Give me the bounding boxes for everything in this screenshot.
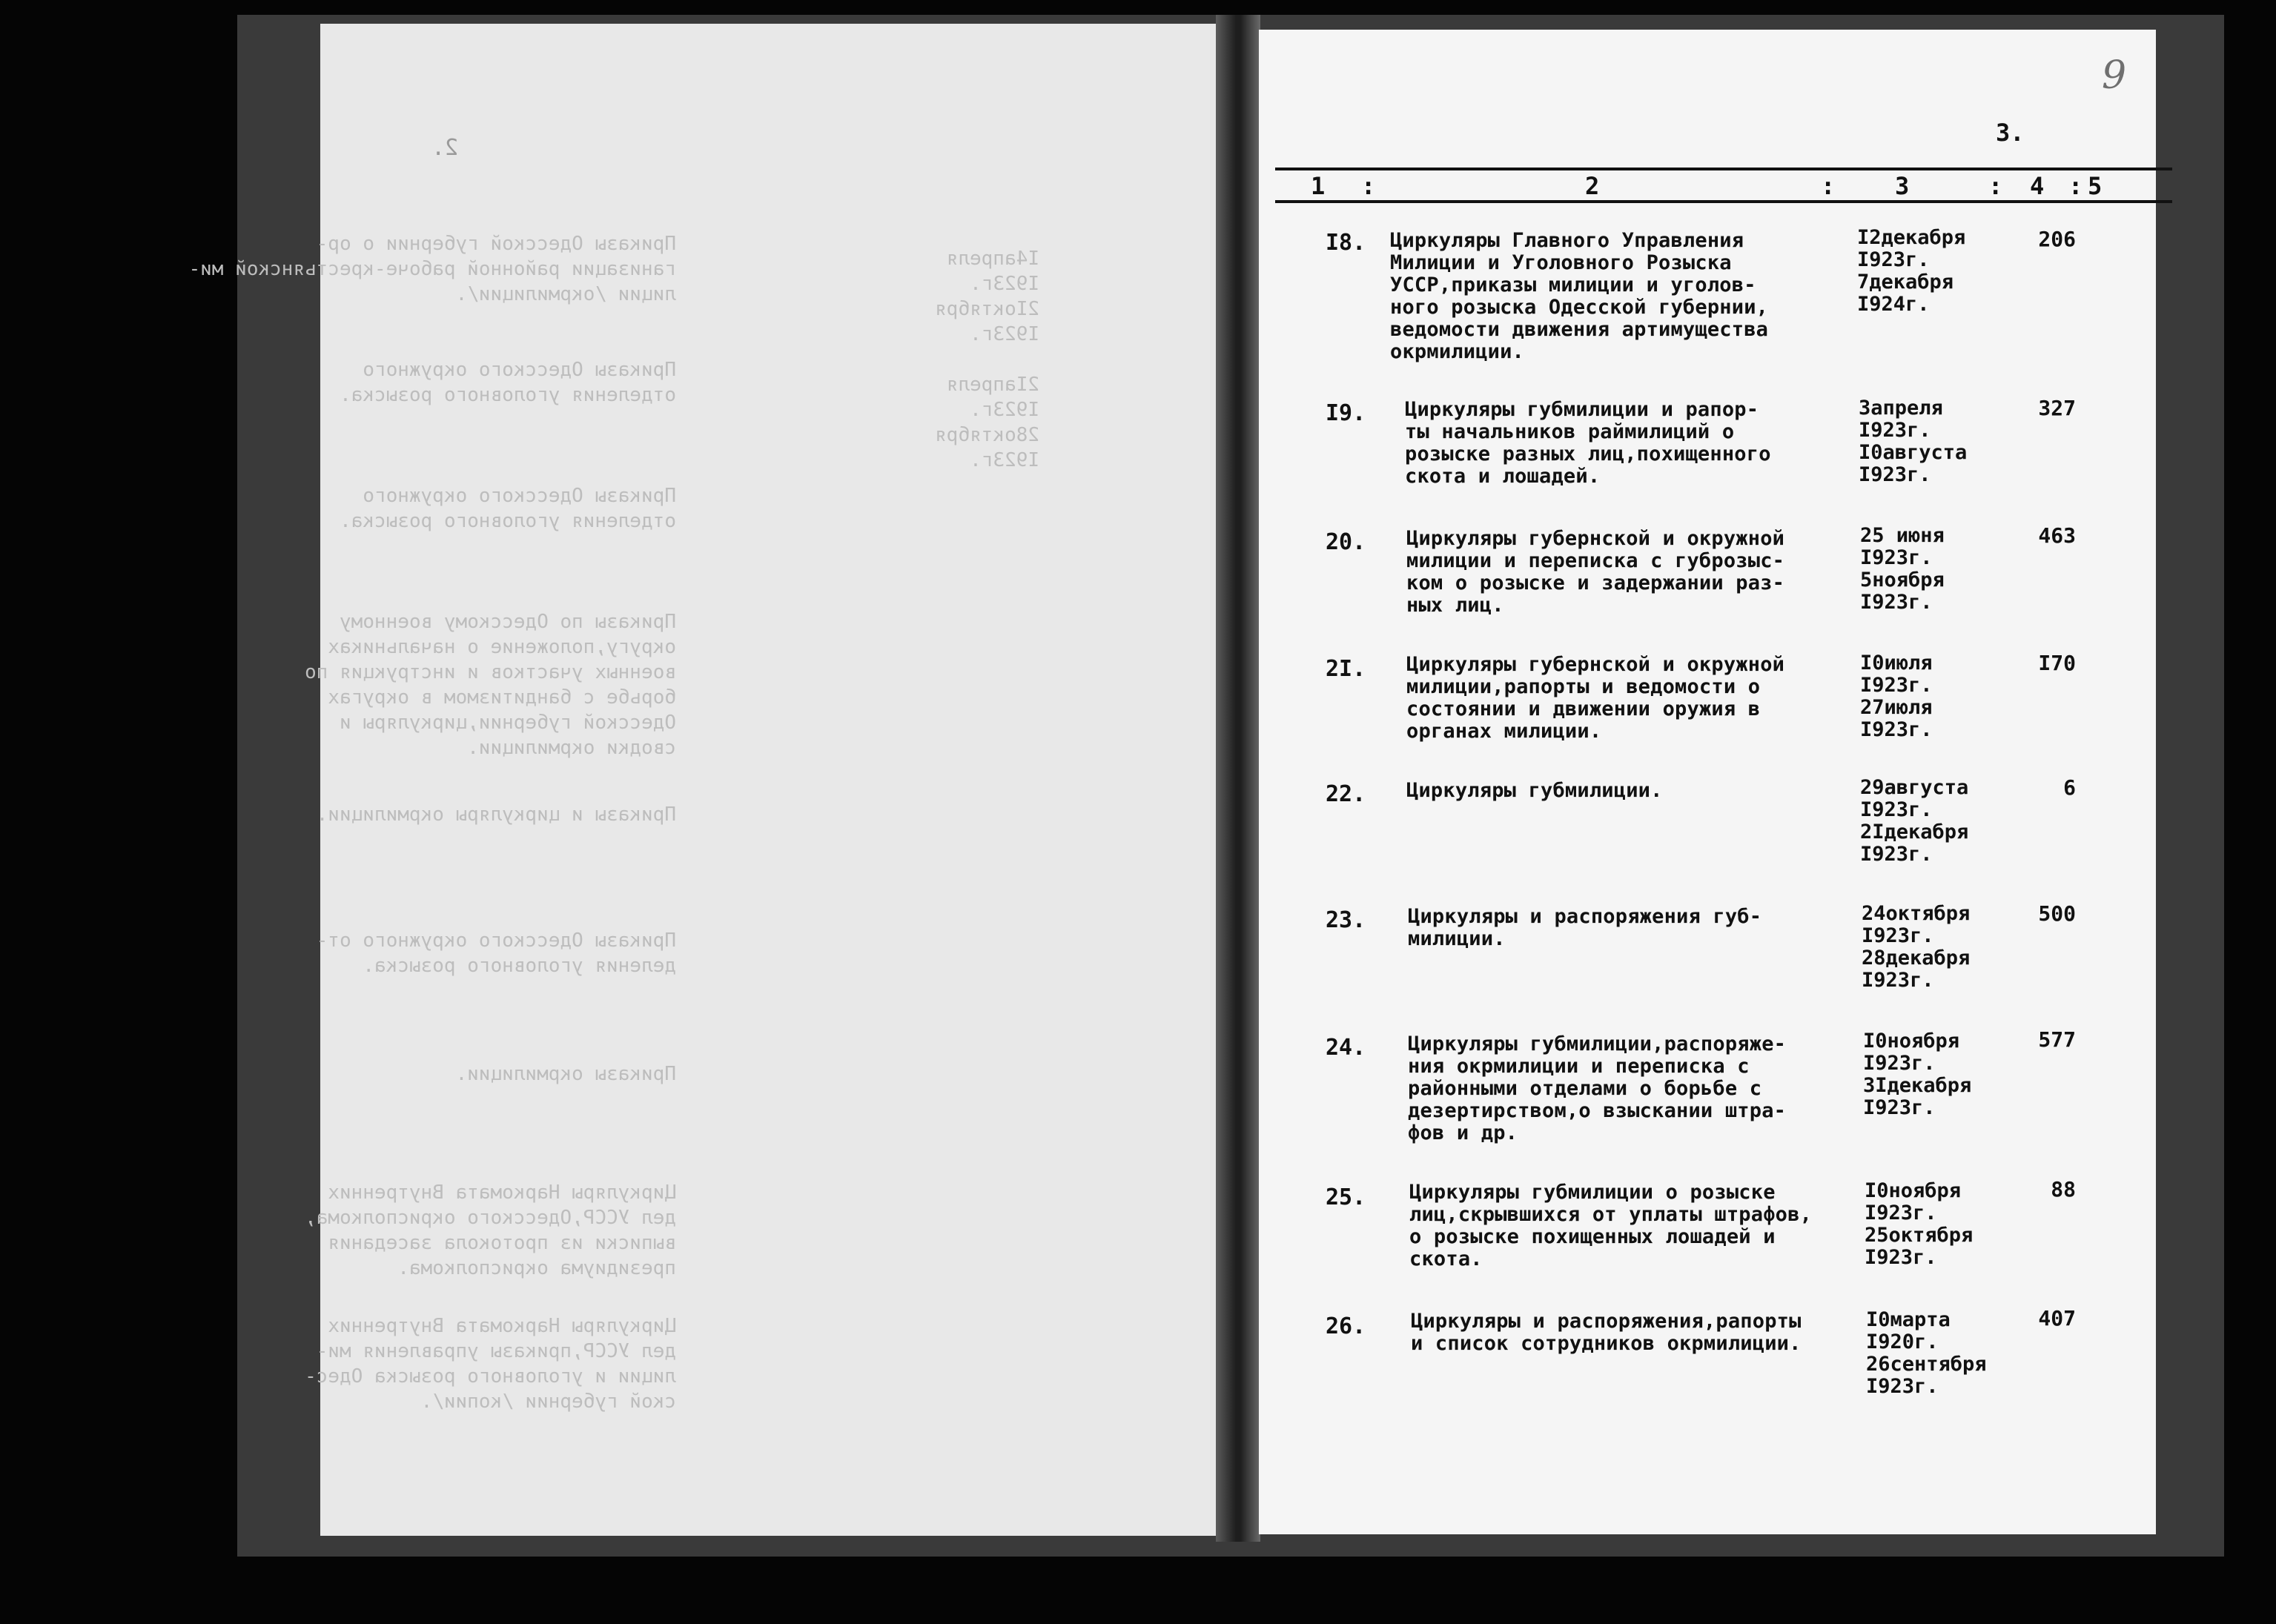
entry-number: 23. <box>1326 907 1366 933</box>
entry-number: 20. <box>1326 529 1366 555</box>
entry-dates: 29августа I923г. 2Iдекабря I923г. <box>1860 776 1969 866</box>
book-spine <box>1216 15 1260 1542</box>
entry-number: I8. <box>1326 230 1366 256</box>
column-header-3: 3 <box>1895 172 1910 200</box>
column-header-1: 1 <box>1311 172 1326 200</box>
column-header-sep: : <box>1988 172 2003 200</box>
column-header-5: 5 <box>2088 172 2103 200</box>
column-header-sep: : <box>1361 172 1376 200</box>
entry-sheet-count: 463 <box>2038 523 2076 548</box>
header-rule-bottom <box>1275 200 2172 203</box>
entry-number: I9. <box>1326 400 1366 426</box>
entry-dates: I0ноября I923г. 3Iдекабря I923г. <box>1863 1030 1972 1119</box>
entry-sheet-count: 6 <box>2063 775 2076 800</box>
entry-number: 22. <box>1326 781 1366 807</box>
entry-number: 25. <box>1326 1184 1366 1210</box>
entry-dates: I2декабря I923г. 7декабря I924г. <box>1857 226 1966 316</box>
column-header-2: 2 <box>1585 172 1600 200</box>
entry-number: 2I. <box>1326 656 1366 682</box>
entry-sheet-count: 577 <box>2038 1027 2076 1052</box>
entry-title: Циркуляры губмилиции и рапор- ты начальников раймилиций о розыске разных лиц,похищенного скота и лошадей. <box>1405 398 1771 488</box>
column-header-4: 4 <box>2030 172 2045 200</box>
entry-title: Циркуляры и распоряжения губ- милиции. <box>1408 905 1762 950</box>
left-page <box>188 24 1225 1536</box>
entry-number: 24. <box>1326 1035 1366 1061</box>
entry-title: Циркуляры губернской и окружной милиции,рапорты и ведомости о состоянии и движении оружия в органах милиции. <box>1406 653 1785 743</box>
bleed-through-text: Приказы Одесской губернии о ор- ганизации районной рабоче-крестьянской ми- лиции /окрмилиции/. Приказы Одесского окружного отделения уголовного розыска. Приказы Одесского окружного отделения уголовного розыска. Приказы по Одесскому военному округу,положение о начальниках военных участков и инструкция по борьбе с бандитизмом в округах Одесской губернии,циркуляры и сводки окрмилиции. Приказы и циркуляры окрмилиции. Приказы Одесского окружного от- деления уголовного розыска. Приказы окрмилиции. Циркуляры Наркомата Внутренних дел УССР,Одесского окрисполкома, выписки из протокола заседания президиума окрисполкома. Циркуляры Наркомата Внутренних дел УССР,приказы управления ми- лиции и уголовного розыска Одес- ской губернии /копии/. I4апреля I923г. 2Iоктября I923г. 2Iапреля I923г. 28октября I923г. <box>188 233 1039 1413</box>
header-rule-top <box>1275 168 2172 170</box>
entry-dates: 3апреля I923г. I0августа I923г. <box>1859 397 1968 486</box>
page-number: 3. <box>1996 119 2025 147</box>
entry-dates: 24октября I923г. 28декабря I923г. <box>1862 902 1971 992</box>
entry-title: Циркуляры губмилиции,распоряже- ния окрмилиции и переписка с районными отделами о борьбе с дезертирством,о взыскании штра- фов и др. <box>1408 1033 1787 1144</box>
entry-title: Циркуляры губмилиции о розыске лиц,скрывшихся от уплаты штрафов, о розыске похищенных лошадей и скота. <box>1409 1181 1813 1270</box>
left-page-number: 2. <box>431 135 459 161</box>
entry-title: Циркуляры Главного Управления Милиции и Уголовного Розыска УССР,приказы милиции и уголов- ного розыска Одесской губернии, ведомости движения артимущества окрмилиции. <box>1390 229 1769 363</box>
entry-sheet-count: 500 <box>2038 901 2076 926</box>
entry-dates: I0июля I923г. 27июля I923г. <box>1860 652 1933 741</box>
entry-title: Циркуляры и распоряжения,рапорты и список сотрудников окрмилиции. <box>1411 1310 1802 1355</box>
entry-number: 26. <box>1326 1313 1366 1339</box>
entry-sheet-count: 206 <box>2038 227 2076 251</box>
handwritten-folio-number: 9 <box>2102 53 2127 98</box>
entry-sheet-count: 407 <box>2038 1306 2076 1330</box>
entry-title: Циркуляры губмилиции. <box>1406 779 1663 802</box>
entry-dates: I0марта I920г. 26сентября I923г. <box>1866 1308 1987 1398</box>
column-header-sep: : <box>1821 172 1836 200</box>
entry-dates: 25 июня I923г. 5ноября I923г. <box>1860 524 1945 614</box>
entry-sheet-count: 88 <box>2051 1177 2076 1202</box>
column-header-sep: : <box>2068 172 2083 200</box>
entry-sheet-count: 327 <box>2038 396 2076 420</box>
entry-sheet-count: I70 <box>2038 651 2076 675</box>
entry-title: Циркуляры губернской и окружной милиции и переписка с губрозыс- ком о розыске и задержании раз- ных лиц. <box>1406 527 1785 617</box>
entry-dates: I0ноября I923г. 25октября I923г. <box>1865 1179 1974 1269</box>
